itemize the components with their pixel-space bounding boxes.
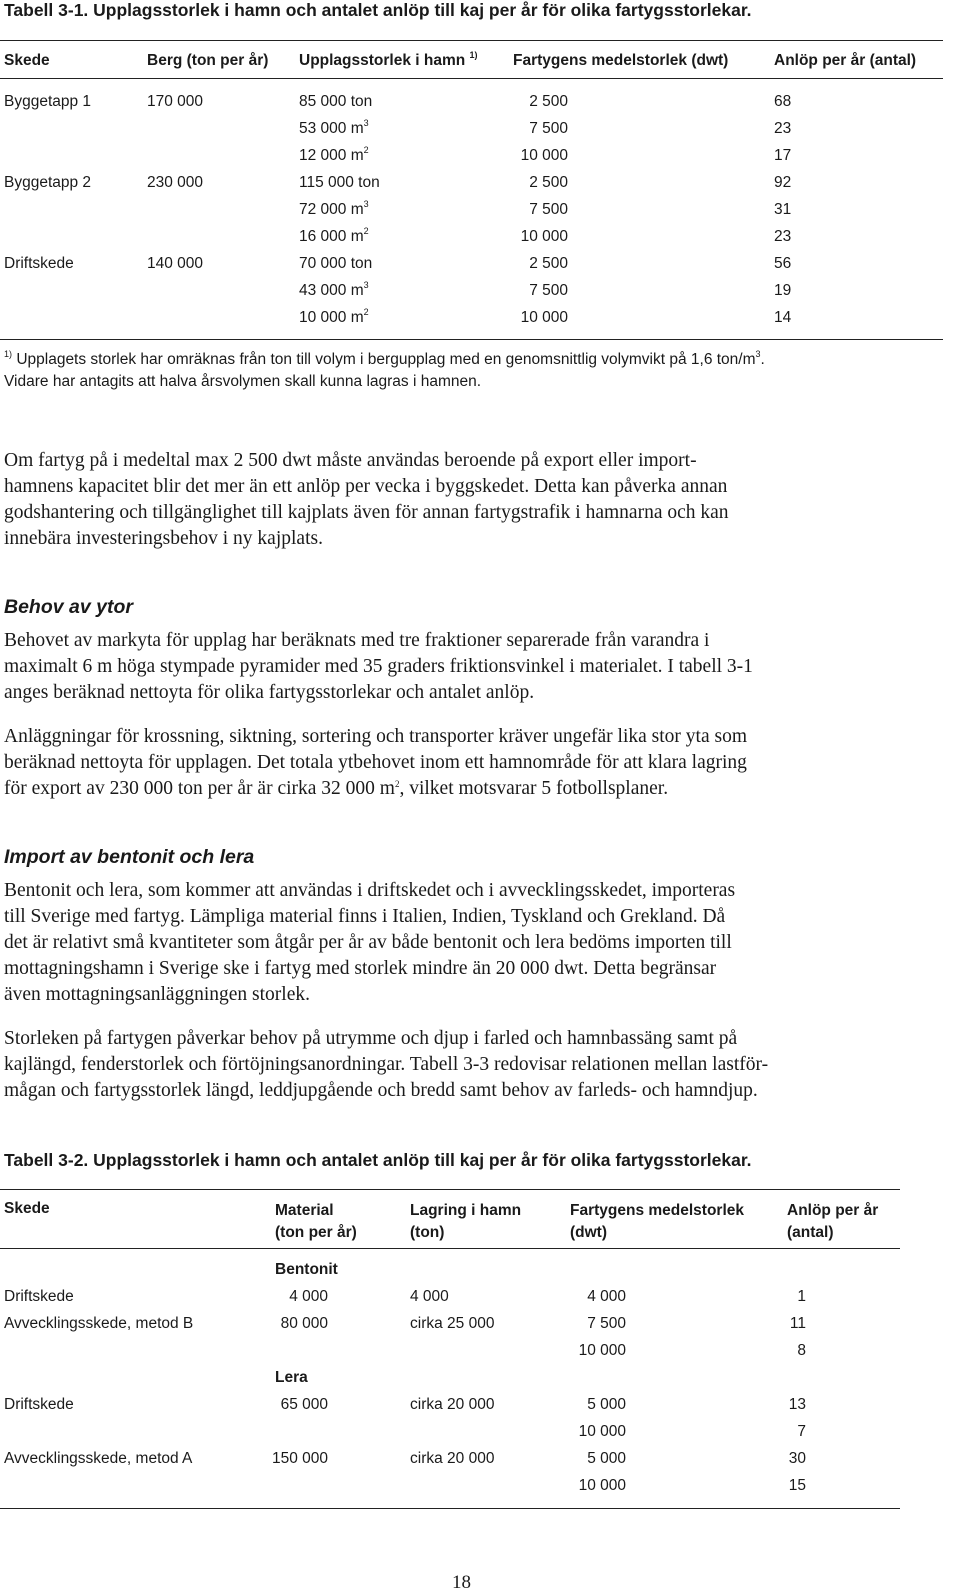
table1-cell-anlop: 23 — [774, 120, 792, 137]
table1-bottom-rule — [0, 339, 943, 340]
table2-cell-anlop: 13 — [788, 1396, 806, 1413]
table2-cell-anlop: 8 — [797, 1342, 806, 1359]
table2-cell-material: 150 000 — [271, 1450, 328, 1467]
table1-cell-upplag: 70 000 ton — [299, 255, 373, 272]
table2-cell-skede: Driftskede — [4, 1396, 74, 1413]
table2-cell-skede: Avvecklingsskede, metod B — [4, 1315, 194, 1332]
table2-header-anlop: Anlöp per år (antal) — [787, 1202, 879, 1241]
table1-cell-anlop: 56 — [774, 255, 792, 272]
table2-cell-skede: Avvecklingsskede, metod A — [4, 1450, 193, 1467]
table2-header-rule — [0, 1248, 900, 1249]
table2-cell-fartyg: 10 000 — [578, 1342, 626, 1359]
table1-cell-upplag: 12 000 $m^2$ — [299, 145, 369, 164]
table1-cell-anlop: 19 — [774, 282, 792, 299]
table1-cell-berg: 140 000 — [147, 255, 204, 272]
page-number: 18 — [452, 1572, 471, 1593]
table1-cell-berg: 230 000 — [147, 174, 204, 191]
table2-group-bentonit: Bentonit — [275, 1261, 338, 1278]
table1-footnote: $^{1)}$ Upplagets storlek har omräknas från ton till volym i bergupplag med en genomsnittlig volymvikt på 1,6 ton/$m^3$. Vidare har antagits att halva årsvolymen skall kunna lagras i hamnen. — [4, 349, 765, 390]
table1-cell-skede: Driftskede — [4, 255, 74, 272]
table2-cell-material: 80 000 — [280, 1315, 328, 1332]
table1-cell-upplag: 53 000 $m^3$ — [299, 118, 369, 137]
table2-cell-material: 4 000 — [289, 1288, 328, 1305]
table2-header-fartyg: Fartygens medelstorlek (dwt) — [570, 1202, 745, 1241]
table2-header-material: Material (ton per år) — [275, 1202, 357, 1241]
table1-cell-upplag: 10 000 $m^2$ — [299, 307, 369, 326]
table2-header-skede: Skede — [4, 1200, 50, 1217]
table1-cell-fartyg: 2 500 — [529, 93, 568, 110]
table2-cell-fartyg: 4 000 — [587, 1288, 626, 1305]
table1-cell-anlop: 23 — [774, 228, 792, 245]
table1-top-rule — [0, 40, 943, 41]
table1-caption: Tabell 3-1. Upplagsstorlek i hamn och antalet anlöp till kaj per år för olika fartygsstorlekar. — [4, 0, 752, 20]
table1-header-fartyg: Fartygens medelstorlek (dwt) — [513, 52, 729, 69]
table2-bottom-rule — [0, 1508, 900, 1509]
table1-cell-upplag: 16 000 $m^2$ — [299, 226, 369, 245]
table1-cell-fartyg: 2 500 — [529, 255, 568, 272]
table2-group-lera: Lera — [275, 1369, 308, 1386]
table2-top-rule — [0, 1189, 900, 1190]
table1-header-upplag: Upplagsstorlek i hamn $^{1)}$ — [299, 50, 478, 69]
table2-cell-lagring: cirka 20 000 — [410, 1450, 495, 1467]
table2-cell-material: 65 000 — [280, 1396, 328, 1413]
table1-cell-upplag: 85 000 ton — [299, 93, 373, 110]
table2-cell-anlop: 7 — [797, 1423, 806, 1440]
table1-cell-anlop: 68 — [774, 93, 792, 110]
table1-cell-fartyg: 7 500 — [529, 282, 568, 299]
table2-header-lagring: Lagring i hamn (ton) — [410, 1202, 522, 1241]
table2-cell-anlop: 1 — [797, 1288, 806, 1305]
table1-cell-fartyg: 10 000 — [520, 309, 568, 326]
table2-cell-lagring: 4 000 — [410, 1288, 449, 1305]
table2-cell-fartyg: 10 000 — [578, 1423, 626, 1440]
paragraph-anlaggningar: Anläggningar för krossning, siktning, sortering och transporter kräver ungefär lika stor yta som beräknad nettoyta för upplagen. Det totala ytbehovet inom ett hamnområde för att klara lagring för export av 230 000 ton per år är cirka 32 000 $m^2$, vilket motsvarar 5 fotbollsplaner. — [4, 726, 747, 799]
paragraph-markyta: Behovet av markyta för upplag har beräknats med tre fraktioner separerade från varandra i maximalt 6 m höga stympade pyramider med 35 graders friktionsvinkel i materialet. I tabell 3-1 anges beräknad nettoyta för olika fartygsstorlekar och antalet anlöp. — [4, 630, 753, 703]
table1-cell-fartyg: 2 500 — [529, 174, 568, 191]
table1-cell-fartyg: 10 000 — [520, 147, 568, 164]
table1-cell-fartyg: 10 000 — [520, 228, 568, 245]
table1-header-skede: Skede — [4, 52, 50, 69]
paragraph-fartygens-storlek: Storleken på fartygen påverkar behov på utrymme och djup i farled och hamnbassäng samt på kajlängd, fenderstorlek och förtöjningsanordningar. Tabell 3-3 redovisar relationen mellan lastför- mågan och fartygsstorlek längd, leddjupgående och bredd samt behov av farleds- och hamndjup. — [4, 1028, 769, 1101]
table2-cell-skede: Driftskede — [4, 1288, 74, 1305]
table2-cell-anlop: 15 — [788, 1477, 806, 1494]
table1-cell-skede: Byggetapp 2 — [4, 174, 92, 191]
table1-header-berg: Berg (ton per år) — [147, 52, 269, 69]
table1-cell-fartyg: 7 500 — [529, 120, 568, 137]
table1-cell-anlop: 92 — [774, 174, 792, 191]
table2-caption: Tabell 3-2. Upplagsstorlek i hamn och antalet anlöp till kaj per år för olika fartygsstorlekar. — [4, 1150, 752, 1170]
table1-cell-berg: 170 000 — [147, 93, 204, 110]
heading-import-bentonit-lera: Import av bentonit och lera — [4, 846, 255, 868]
table1-cell-anlop: 31 — [774, 201, 792, 218]
table2-cell-fartyg: 5 000 — [587, 1396, 626, 1413]
table1-cell-anlop: 14 — [774, 309, 792, 326]
table1-cell-skede: Byggetapp 1 — [4, 93, 92, 110]
heading-behov-av-ytor: Behov av ytor — [4, 596, 133, 618]
paragraph-bentonit-lera: Bentonit och lera, som kommer att användas i driftskedet och i avvecklingsskedet, importeras till Sverige med fartyg. Lämpliga material finns i Italien, Indien, Tyskland och Grekland. Då det är relativt små kvantiteter som åtgår per år av både bentonit och lera bedöms importen till mottagningshamn i Sverige ske i fartyg med storlek mindre än 20 000 dwt. Detta begränsar även mottagningsanläggningen storlek. — [4, 880, 736, 1005]
table1-header-rule — [0, 78, 943, 79]
table2-cell-lagring: cirka 20 000 — [410, 1396, 495, 1413]
table2-cell-anlop: 30 — [788, 1450, 806, 1467]
table1-cell-anlop: 17 — [774, 147, 792, 164]
table2-cell-fartyg: 5 000 — [587, 1450, 626, 1467]
table2-cell-anlop: 11 — [789, 1315, 806, 1332]
table1-header-anlop: Anlöp per år (antal) — [774, 52, 917, 69]
table1-cell-upplag: 43 000 $m^3$ — [299, 280, 369, 299]
table1-cell-fartyg: 7 500 — [529, 201, 568, 218]
table2-cell-fartyg: 7 500 — [587, 1315, 626, 1332]
paragraph-fartyg-kapacitet: Om fartyg på i medeltal max 2 500 dwt måste användas beroende på export eller import- hamnens kapacitet blir det mer än ett anlöp per vecka i byggskedet. Detta kan påverka annan godshantering och tillgänglighet till kajplats även för annan fartygstrafik i hamnarna och kan innebära investeringsbehov i ny kajplats. — [4, 450, 729, 549]
table2-cell-fartyg: 10 000 — [578, 1477, 626, 1494]
table1-cell-upplag: 72 000 $m^3$ — [299, 199, 369, 218]
table1-cell-upplag: 115 000 ton — [299, 174, 380, 191]
table2-cell-lagring: cirka 25 000 — [410, 1315, 495, 1332]
